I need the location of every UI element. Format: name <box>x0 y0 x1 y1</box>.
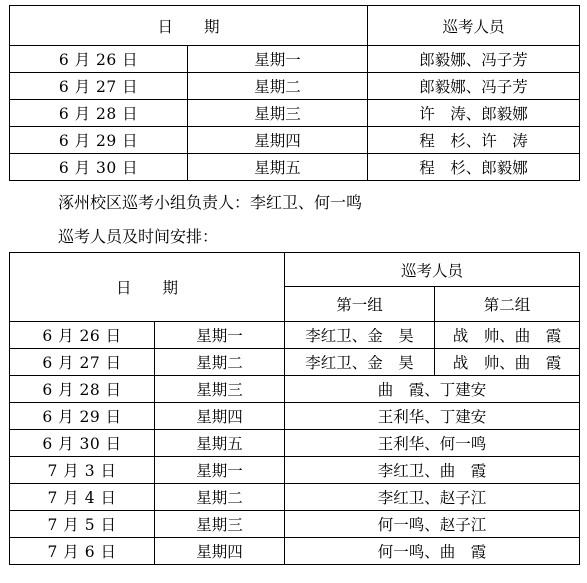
weekday-cell: 星期三 <box>155 376 285 403</box>
date-cell: 6 月 29 日 <box>10 403 155 430</box>
group2-header: 第二组 <box>435 287 580 322</box>
leader-paragraph: 涿州校区巡考小组负责人：李红卫、何一鸣 <box>58 193 363 212</box>
staff-cell: 王利华、何一鸣 <box>285 430 580 457</box>
weekday-cell: 星期一 <box>188 46 368 73</box>
weekday-cell: 星期五 <box>188 154 368 181</box>
table-row <box>10 127 580 154</box>
group2-cell: 战 帅、曲 霞 <box>435 322 580 349</box>
weekday-cell: 星期一 <box>155 457 285 484</box>
table-row <box>10 154 580 181</box>
table-header-row <box>10 6 580 46</box>
staff-cell: 李红卫、曲 霞 <box>285 457 580 484</box>
staff-cell: 郎毅娜、冯子芳 <box>368 73 580 100</box>
weekday-cell: 星期四 <box>155 403 285 430</box>
table-row <box>10 457 580 484</box>
weekday-cell: 星期三 <box>155 511 285 538</box>
staff-cell: 王利华、丁建安 <box>285 403 580 430</box>
table-row <box>10 322 580 349</box>
date-cell: 6 月 28 日 <box>10 376 155 403</box>
date-cell: 7 月 3 日 <box>10 457 155 484</box>
weekday-cell: 星期五 <box>155 430 285 457</box>
inspection-schedule-table <box>9 252 580 565</box>
staff-cell: 曲 霞、丁建安 <box>285 376 580 403</box>
table-row <box>10 403 580 430</box>
date-cell: 6 月 29 日 <box>10 127 188 154</box>
date-cell: 6 月 27 日 <box>10 349 155 376</box>
table-row <box>10 349 580 376</box>
staff-cell: 李红卫、赵子江 <box>285 484 580 511</box>
weekday-cell: 星期四 <box>155 538 285 565</box>
date-cell: 6 月 30 日 <box>10 430 155 457</box>
table-row <box>10 430 580 457</box>
group1-cell: 李红卫、金 昊 <box>285 322 435 349</box>
table-row <box>10 484 580 511</box>
date-cell: 6 月 26 日 <box>10 46 188 73</box>
staff-header: 巡考人员 <box>368 6 580 46</box>
date-cell: 6 月 28 日 <box>10 100 188 127</box>
date-header: 日 期 <box>10 6 368 46</box>
staff-cell: 何一鸣、赵子江 <box>285 511 580 538</box>
table-header-row <box>10 253 580 287</box>
weekday-cell: 星期二 <box>155 484 285 511</box>
table-row <box>10 73 580 100</box>
table-row <box>10 46 580 73</box>
group1-cell: 李红卫、金 昊 <box>285 349 435 376</box>
staff-header: 巡考人员 <box>285 253 580 287</box>
weekday-cell: 星期三 <box>188 100 368 127</box>
staff-cell: 程 杉、郎毅娜 <box>368 154 580 181</box>
group2-cell: 战 帅、曲 霞 <box>435 349 580 376</box>
date-cell: 7 月 4 日 <box>10 484 155 511</box>
date-cell: 6 月 26 日 <box>10 322 155 349</box>
staff-cell: 许 涛、郎毅娜 <box>368 100 580 127</box>
staff-cell: 郎毅娜、冯子芳 <box>368 46 580 73</box>
weekday-cell: 星期四 <box>188 127 368 154</box>
campus-schedule-table <box>9 5 580 181</box>
table-row <box>10 376 580 403</box>
date-cell: 6 月 27 日 <box>10 73 188 100</box>
weekday-cell: 星期一 <box>155 322 285 349</box>
staff-cell: 何一鸣、曲 霞 <box>285 538 580 565</box>
table-row <box>10 538 580 565</box>
weekday-cell: 星期二 <box>188 73 368 100</box>
table-row <box>10 511 580 538</box>
weekday-cell: 星期二 <box>155 349 285 376</box>
date-cell: 6 月 30 日 <box>10 154 188 181</box>
date-cell: 7 月 6 日 <box>10 538 155 565</box>
table-row <box>10 100 580 127</box>
date-cell: 7 月 5 日 <box>10 511 155 538</box>
group1-header: 第一组 <box>285 287 435 322</box>
schedule-title: 巡考人员及时间安排： <box>58 227 219 246</box>
date-header: 日 期 <box>10 253 285 322</box>
staff-cell: 程 杉、许 涛 <box>368 127 580 154</box>
